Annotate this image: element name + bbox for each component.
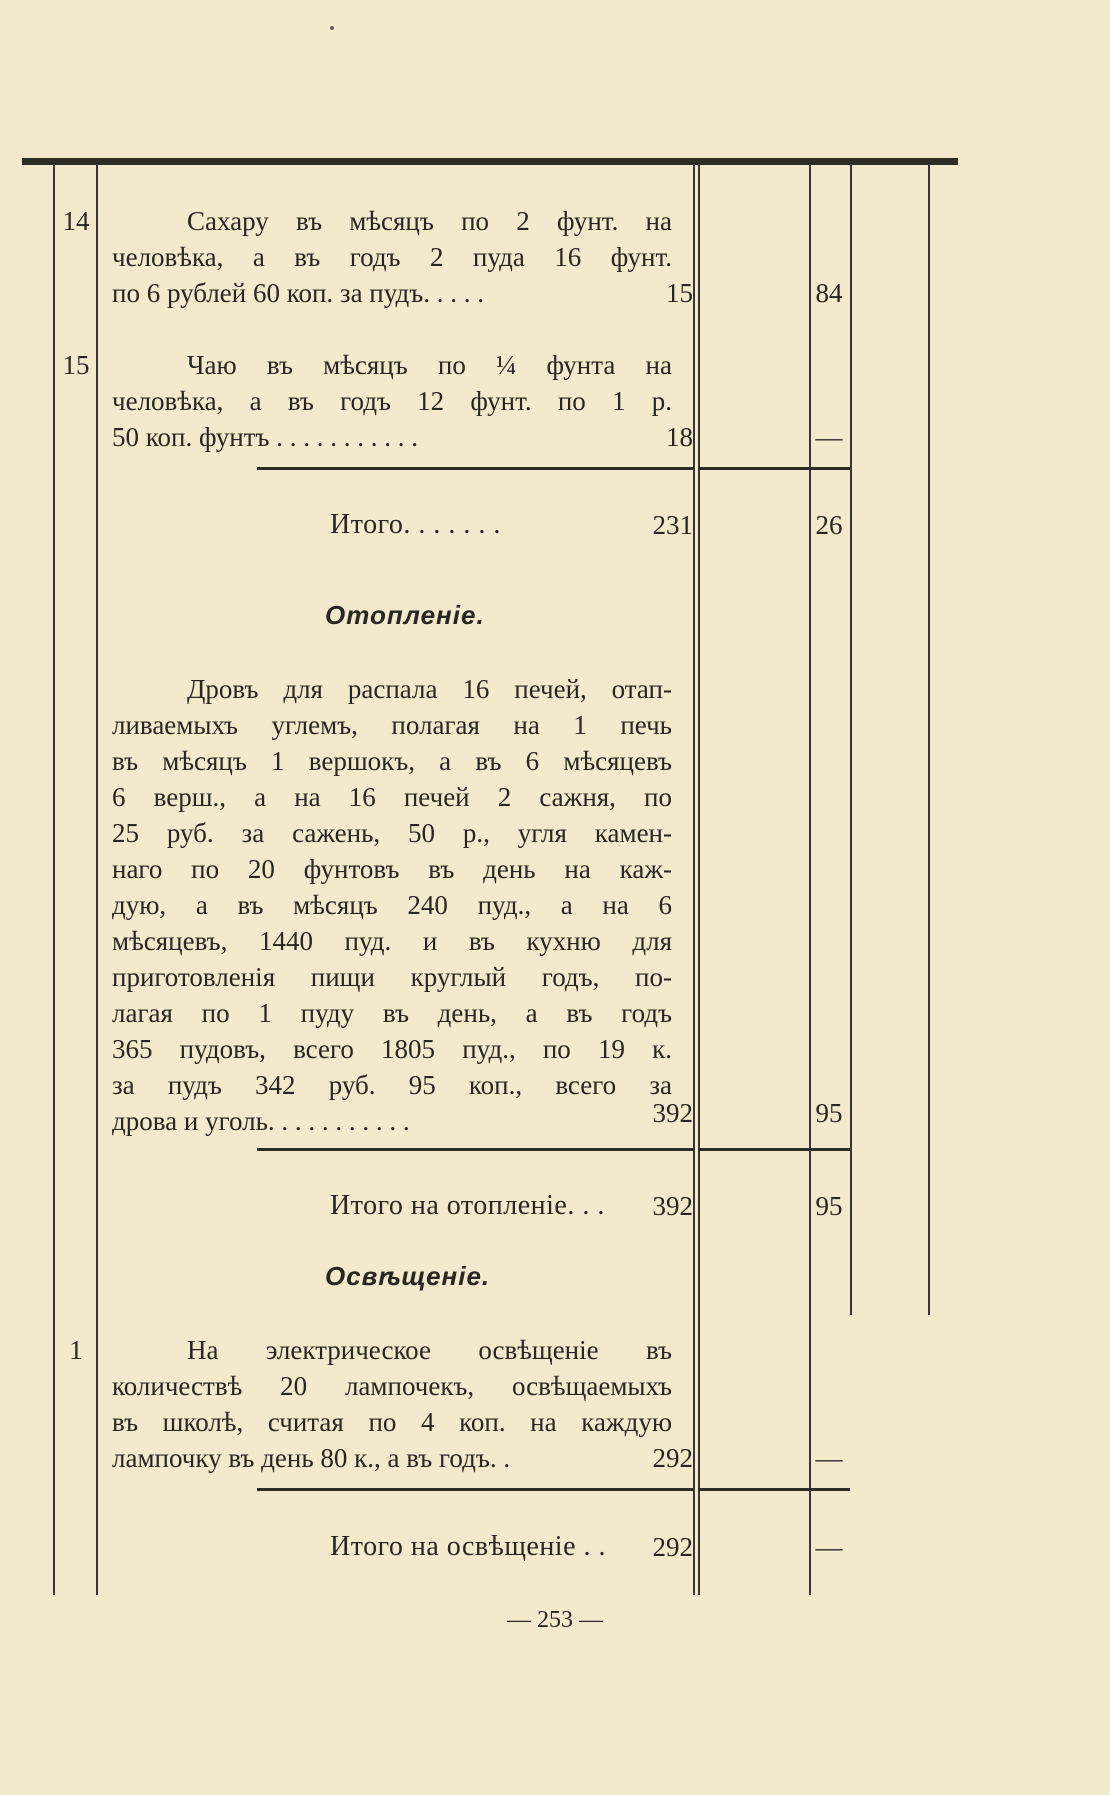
lighting-kopecks: — [815, 1443, 843, 1473]
row-description: Чаю въ мѣсяцъ по ¼ фунта на человѣка, а въ годъ 12 фунт. по 1 р. 50 коп. фунтъ . . . . . . . . . . . [112, 350, 672, 452]
total-rule-amount [698, 1148, 850, 1151]
heating-total-label: Итого на отопленіе. . . [330, 1190, 605, 1221]
row-description: Сахару въ мѣсяцъ по 2 фунт. на человѣка, а въ годъ 2 пуда 16 фунт. по 6 рублей 60 коп. за пудъ. . . . . [112, 206, 672, 308]
section-title-heating: Отопленіе. [325, 600, 485, 630]
column-rule-text-right-double [698, 165, 700, 1595]
subtotal-rubles: 231 [652, 510, 693, 540]
lighting-total-label: Итого на освѣщеніе . . [330, 1531, 607, 1562]
subtotal-kopecks: 26 [815, 510, 843, 540]
amount-kopecks: — [815, 422, 843, 452]
column-rule-number [96, 165, 98, 1595]
total-rule [257, 1488, 693, 1491]
column-rule-kopecks [850, 165, 852, 1315]
heating-total-rubles: 392 [652, 1191, 693, 1221]
column-rule-outer [928, 165, 930, 1315]
page-number: — 253 — [507, 1607, 603, 1633]
column-rule-rubles [809, 165, 811, 1595]
column-rule-left [53, 165, 55, 1595]
total-rule-amount [698, 467, 850, 470]
subtotal-label: Итого. . . . . . . [330, 509, 501, 540]
heating-description: Дровъ для распала 16 печей, отап- ливаемыхъ углемъ, полагая на 1 печь въ мѣсяцъ 1 вершокъ, а въ 6 мѣсяцевъ 6 верш., а на 16 печей 2 сажня, по 25 руб. за сажень, 50 р., угля камен- наго по 20 фунтовъ въ день на каж- дую, а въ мѣсяцъ 240 пуд., а на 6 мѣсяцевъ, 1440 пуд. и въ кухню для приготовленія пищи круглый годъ, по- лагая по 1 пуду въ день, а въ годъ 365 пудовъ, всего 1805 пуд., по 19 к. за пудъ 342 руб. 95 коп., всего за дрова и уголь. . . . . . . . . . . [112, 674, 672, 1136]
column-rule-text-right [693, 165, 695, 1595]
heating-kopecks: 95 [815, 1098, 843, 1128]
section-title-lighting: Освѣщеніе. [325, 1261, 491, 1291]
amount-rubles: 15 [666, 278, 693, 308]
row-number: 14 [62, 206, 90, 236]
lighting-total-rubles: 292 [652, 1532, 693, 1562]
heating-total-kopecks: 95 [815, 1191, 843, 1221]
row-number: 1 [69, 1335, 83, 1365]
total-rule [257, 467, 693, 470]
table-top-rule [22, 158, 958, 165]
lighting-total-kopecks: — [815, 1532, 843, 1562]
total-rule [257, 1148, 693, 1151]
row-number: 15 [62, 350, 90, 380]
lighting-rubles: 292 [652, 1443, 693, 1473]
amount-kopecks: 84 [815, 278, 843, 308]
heating-rubles: 392 [652, 1098, 693, 1128]
lighting-description: На электрическое освѣщеніе въ количествѣ 20 лампочекъ, освѣщаемыхъ въ школѣ, считая по 4 коп. на каждую лампочку въ день 80 к., а въ годъ. . [112, 1335, 672, 1473]
ink-dot [330, 26, 334, 30]
amount-rubles: 18 [666, 422, 693, 452]
total-rule-amount [698, 1488, 850, 1491]
